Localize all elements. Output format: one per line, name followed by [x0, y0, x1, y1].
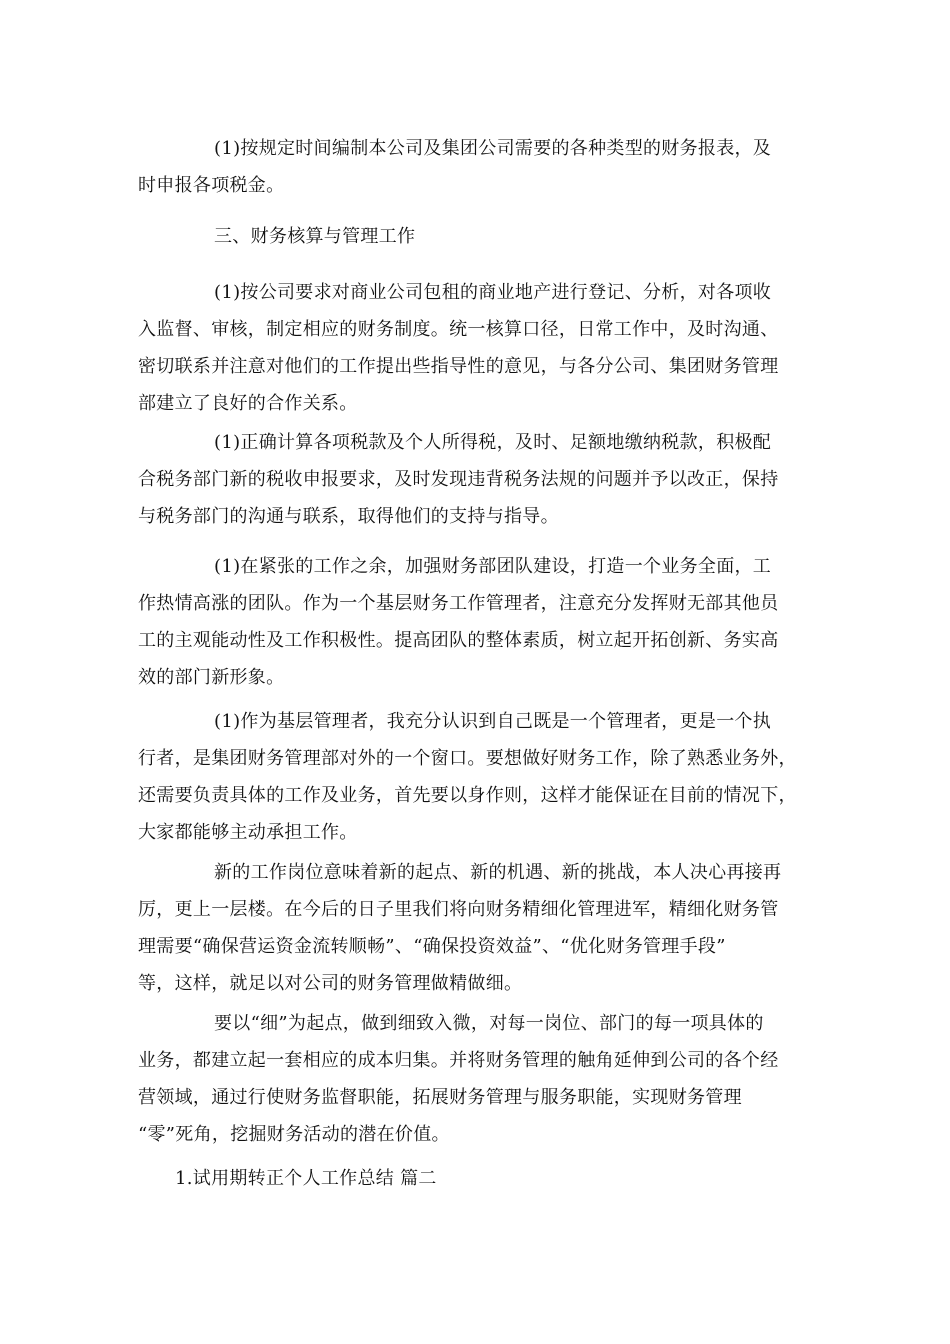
text-line: 部建立了良好的合作关系。 — [138, 393, 358, 414]
text-line: 行者，是集团财务管理部对外的一个窗口。要想做好财务工作，除了熟悉业务外， — [138, 748, 797, 769]
text-line: 作热情高涨的团队。作为一个基层财务工作管理者，注意充分发挥财无部其他员 — [138, 593, 779, 614]
text-line: 工的主观能动性及工作积极性。提高团队的整体素质，树立起开拓创新、务实高 — [138, 630, 779, 651]
paragraph-team-building — [138, 548, 822, 696]
text-line: 要以“细”为起点，做到细致入微，对每一岗位、部门的每一项具体的 — [214, 1013, 764, 1034]
text-line: 效的部门新形象。 — [138, 667, 285, 688]
text-line: 营领域，通过行使财务监督职能，拓展财务管理与服务职能，实现财务管理 — [138, 1087, 742, 1108]
text-line: 等，这样，就足以对公司的财务管理做精做细。 — [138, 973, 523, 994]
paragraph-detail-starting-point — [138, 1005, 822, 1153]
text-line: 时申报各项税金。 — [138, 175, 285, 196]
text-line: 与税务部门的沟通与联系，取得他们的支持与指导。 — [138, 506, 559, 527]
text-line: 还需要负责具体的工作及业务，首先要以身作则，这样才能保证在目前的情况下， — [138, 785, 797, 806]
text-line: (1)作为基层管理者，我充分认识到自己既是一个管理者，更是一个执 — [214, 711, 772, 732]
paragraph-grassroots-manager — [138, 703, 822, 851]
paragraph-new-position — [138, 854, 822, 1002]
text-line: (1)按公司要求对商业公司包租的商业地产进行登记、分析，对各项收 — [214, 282, 772, 303]
text-line: 大家都能够主动承担工作。 — [138, 822, 358, 843]
text-line: 新的工作岗位意味着新的起点、新的机遇、新的挑战，本人决心再接再 — [214, 862, 782, 883]
text-line: 入监督、审核，制定相应的财务制度。统一核算口径，日常工作中，及时沟通、 — [138, 319, 779, 340]
section-heading-accounting: 三、财务核算与管理工作 — [214, 226, 416, 247]
text-line: 密切联系并注意对他们的工作提出些指导性的意见，与各分公司、集团财务管理 — [138, 356, 779, 377]
section-heading-part-two: 1.试用期转正个人工作总结 篇二 — [175, 1168, 437, 1189]
text-line: (1)正确计算各项税款及个人所得税，及时、足额地缴纳税款，积极配 — [214, 432, 772, 453]
text-line: 业务，都建立起一套相应的成本归集。并将财务管理的触角延伸到公司的各个经 — [138, 1050, 779, 1071]
paragraph-commercial-property — [138, 274, 822, 422]
text-line: 理需要“确保营运资金流转顺畅”、“确保投资效益”、“优化财务管理手段” — [138, 936, 726, 957]
text-line: (1)在紧张的工作之余，加强财务部团队建设，打造一个业务全面，工 — [214, 556, 772, 577]
text-line: (1)按规定时间编制本公司及集团公司需要的各种类型的财务报表，及 — [214, 138, 772, 159]
text-line: 厉，更上一层楼。在今后的日子里我们将向财务精细化管理进军，精细化财务管 — [138, 899, 779, 920]
text-line: 合税务部门新的税收申报要求，及时发现违背税务法规的问题并予以改正，保持 — [138, 469, 779, 490]
paragraph-report-duties — [138, 130, 822, 204]
paragraph-tax-payment — [138, 424, 822, 535]
text-line: “零”死角，挖掘财务活动的潜在价值。 — [138, 1124, 450, 1145]
